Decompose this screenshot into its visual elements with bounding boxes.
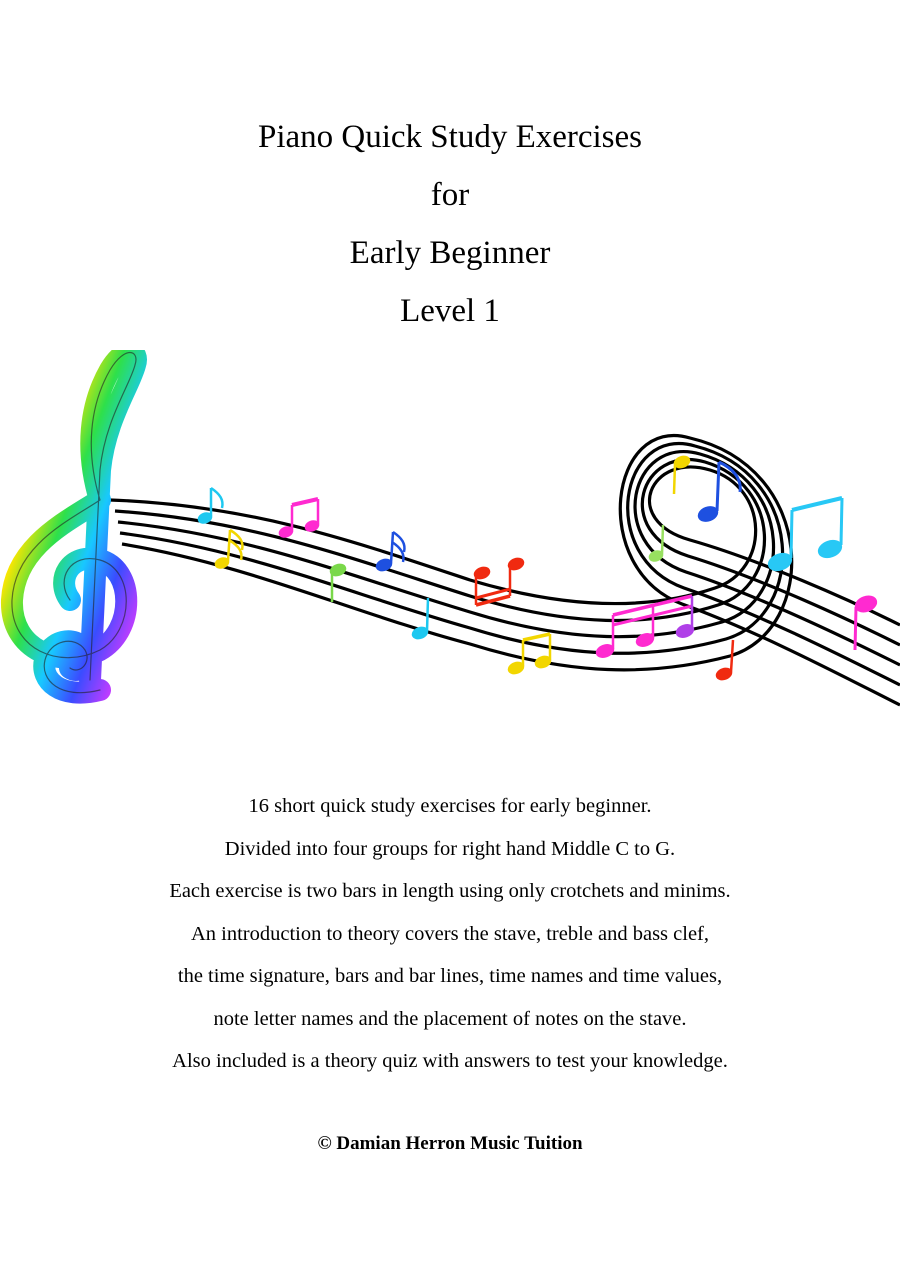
title-line-2: for [430, 177, 470, 213]
description [0, 785, 900, 1083]
description-line: Also included is a theory quiz with answers to test your knowledge. [172, 1050, 728, 1072]
copyright-notice: © Damian Herron Music Tuition [317, 1133, 583, 1154]
description-line: Divided into four groups for right hand Middle C to G. [224, 837, 676, 860]
treble-clef-icon [12, 353, 136, 693]
note-beamed-cyan-large [766, 498, 844, 574]
description-line: Each exercise is two bars in length using only crotchets and minims. [169, 880, 731, 902]
description-line: the time signature, bars and bar lines, time names and time values, [177, 965, 723, 987]
note-beamed-magenta [278, 499, 321, 539]
note-eighth-blue-high [696, 462, 740, 524]
note-beamed-red [473, 556, 526, 605]
note-red-low [715, 640, 734, 682]
title-line-3: Early Beginner [349, 235, 551, 271]
page-title [0, 108, 900, 340]
music-illustration [0, 350, 900, 710]
note-magenta-right [853, 593, 879, 650]
description-line: 16 short quick study exercises for early beginner. [248, 795, 652, 817]
description-line: note letter names and the placement of notes on the stave. [213, 1007, 687, 1030]
title-line-1: Piano Quick Study Exercises [257, 119, 643, 155]
title-line-4: Level 1 [400, 293, 500, 329]
note-green [329, 562, 348, 602]
note-yellow-high [673, 454, 692, 494]
note-cyan [411, 598, 430, 641]
description-line: An introduction to theory covers the stave, treble and bass clef, [190, 922, 710, 945]
music-notes [197, 454, 879, 682]
